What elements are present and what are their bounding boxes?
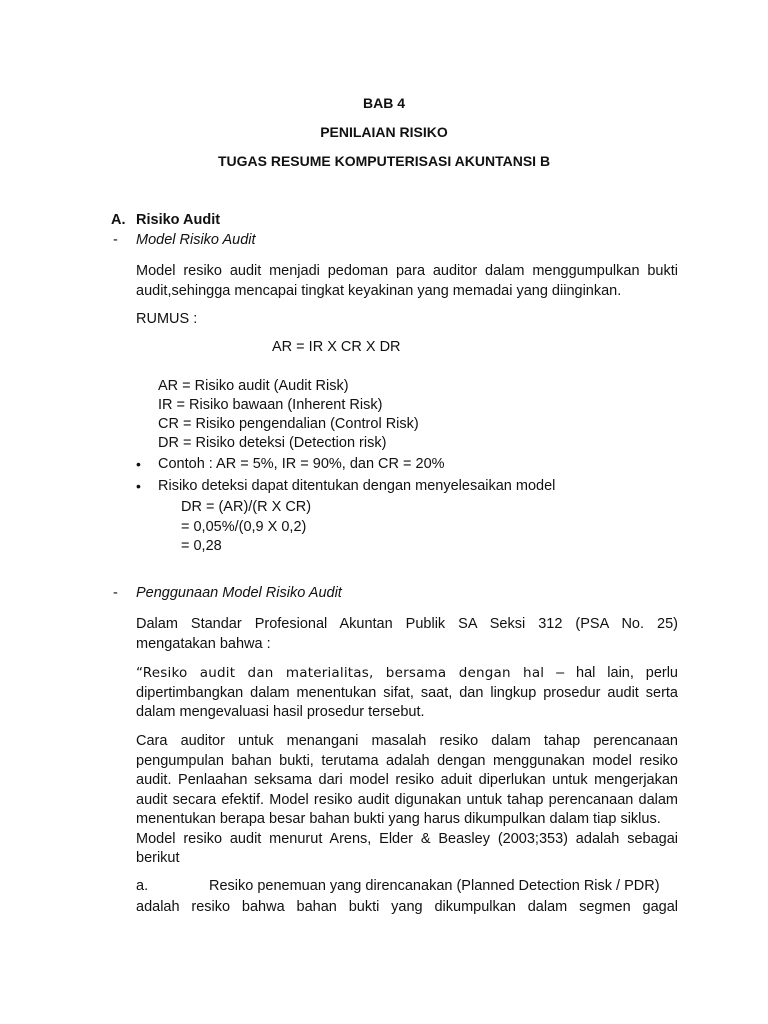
psa-paragraph bbox=[136, 615, 678, 654]
item-a-continuation bbox=[136, 898, 678, 918]
definition-item: DR = Risiko deteksi (Detection risk) bbox=[158, 435, 387, 451]
page-subtitle: TUGAS RESUME KOMPUTERISASI AKUNTANSI B bbox=[217, 153, 551, 169]
quote-paragraph bbox=[136, 664, 678, 723]
auditor-line: berikut bbox=[136, 850, 180, 866]
bullet-detection: • Risiko deteksi dapat ditentukan dengan menyelesaikan model bbox=[158, 478, 555, 494]
auditor-line: audit secara efektif. Model resiko audit digunakan untuk tahap perencanaan dalam bbox=[136, 791, 678, 808]
chapter-label: BAB 4 bbox=[362, 95, 405, 111]
definition-item: CR = Risiko pengendalian (Control Risk) bbox=[158, 416, 419, 432]
auditor-line: pengumpulan bahan bukti, terutama adalah dengan menggunakan model resiko bbox=[136, 752, 678, 769]
rumus-label: RUMUS : bbox=[136, 311, 198, 327]
auditor-paragraph bbox=[136, 732, 678, 869]
psa-line-2: mengatakan bahwa : bbox=[136, 635, 271, 652]
section-a-dash: - bbox=[113, 232, 118, 248]
psa-line-1: Dalam Standar Profesional Akuntan Publik SA Seksi 312 (PSA No. 25) bbox=[136, 616, 678, 632]
auditor-line: menentukan berapa besar bahan bukti yang harus dikumpulkan dalam tiap siklus. bbox=[136, 811, 661, 827]
auditor-line: audit. Penlaahan seksama dari model resiko aduit diperlukan untuk mengerjakan bbox=[136, 772, 678, 788]
calc-line: = 0,28 bbox=[181, 538, 222, 554]
definitions-list bbox=[158, 377, 419, 453]
definition-item: IR = Risiko bawaan (Inherent Risk) bbox=[158, 397, 383, 413]
definition-item: AR = Risiko audit (Audit Risk) bbox=[158, 378, 349, 394]
quote-line-1-part-a: “Resiko audit dan materialitas, bersama dengan hal bbox=[136, 665, 545, 681]
item-a-marker: a. bbox=[136, 878, 149, 894]
section-a-marker: A. bbox=[111, 212, 126, 228]
calculation-block bbox=[181, 498, 311, 557]
section-a-heading: Risiko Audit bbox=[136, 212, 221, 228]
formula: AR = IR X CR X DR bbox=[272, 339, 401, 355]
intro-line-1: Model resiko audit menjadi pedoman para auditor dalam menggumpulkan bukti bbox=[136, 263, 678, 279]
intro-paragraph bbox=[136, 262, 678, 301]
calc-line: DR = (AR)/(R X CR) bbox=[181, 499, 312, 515]
section-b-subheading: Penggunaan Model Risiko Audit bbox=[136, 585, 342, 601]
item-a-line-1: Resiko penemuan yang direncanakan (Planned Detection Risk / PDR) bbox=[209, 878, 660, 894]
bullet-example: • Contoh : AR = 5%, IR = 90%, dan CR = 20% bbox=[158, 456, 445, 472]
calc-line: = 0,05%/(0,9 X 0,2) bbox=[181, 518, 307, 535]
auditor-line: Model resiko audit menurut Arens, Elder & Beasley (2003;353) adalah sebagai bbox=[136, 830, 678, 847]
intro-line-2: audit,sehingga mencapai tingkat keyakinan yang memadai yang diinginkan. bbox=[136, 282, 622, 299]
page-title: PENILAIAN RISIKO bbox=[320, 124, 448, 140]
quote-line-2: dipertimbangkan dalam menentukan sifat, saat, dan lingkup prosedur audit serta bbox=[136, 684, 678, 701]
quote-line-1 bbox=[136, 664, 678, 684]
quote-line-1-part-b: – hal lain, perlu bbox=[544, 665, 678, 681]
section-b-dash: - bbox=[113, 585, 118, 601]
item-a-line-2: adalah resiko bahwa bahan bukti yang dikumpulkan dalam segmen gagal bbox=[136, 899, 678, 915]
section-a-subheading: Model Risiko Audit bbox=[136, 232, 256, 248]
quote-line-3: dalam mengevaluasi hasil prosedur tersebut. bbox=[136, 704, 425, 720]
auditor-line: Cara auditor untuk menangani masalah resiko dalam tahap perencanaan bbox=[136, 733, 678, 749]
